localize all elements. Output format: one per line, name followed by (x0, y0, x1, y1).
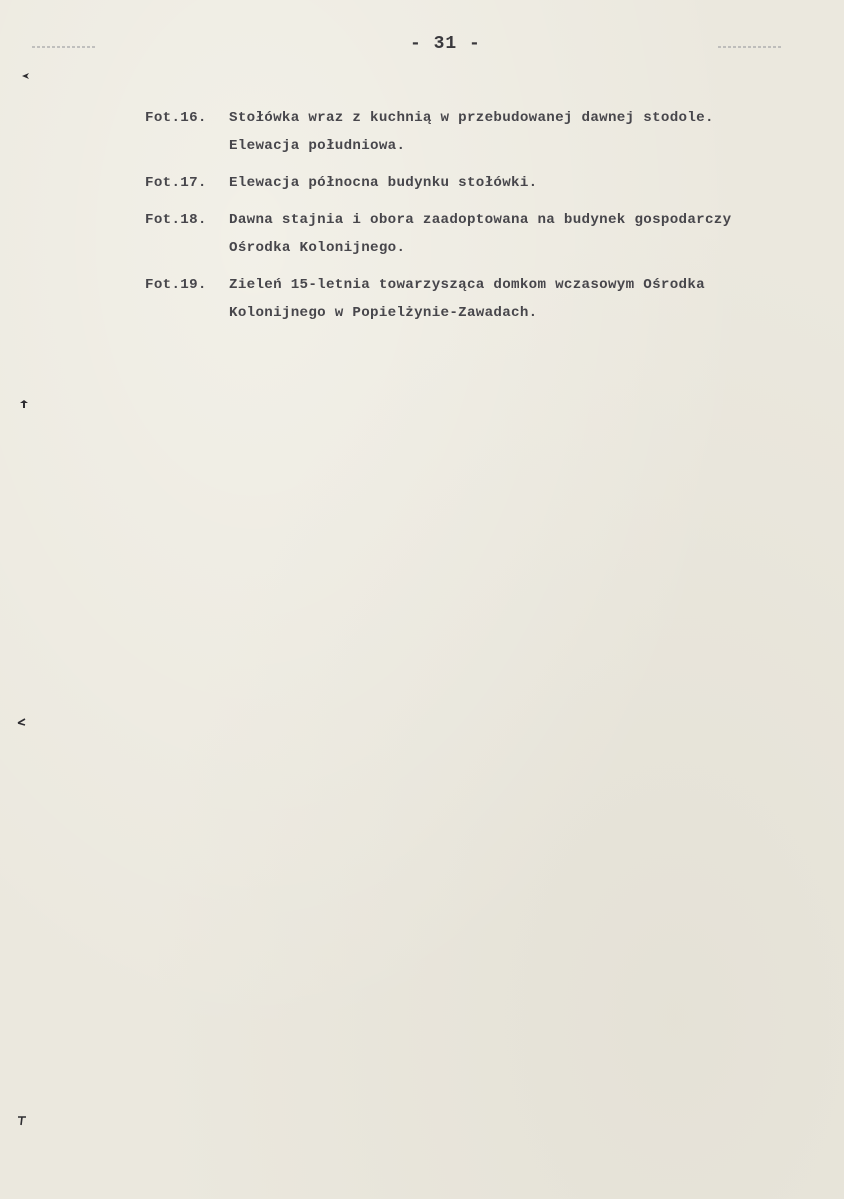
photo-caption-label: Fot.18. (145, 212, 207, 228)
photo-caption-text: Elewacja południowa. (229, 138, 406, 154)
photo-caption-label: Fot.16. (145, 110, 207, 126)
arrow-left-mark-icon (20, 70, 32, 82)
header-rule-right (718, 46, 782, 48)
photo-caption-label: Fot.17. (145, 175, 207, 191)
photo-caption-text: Elewacja północna budynku stołówki. (229, 175, 538, 191)
photo-caption (145, 104, 835, 160)
photo-caption (145, 206, 835, 262)
photo-caption-text: Ośrodka Kolonijnego. (229, 240, 406, 256)
page-number: - 31 - (410, 34, 481, 54)
photo-caption-list (145, 104, 835, 336)
photo-caption-text: Stołówka wraz z kuchnią w przebudowanej dawnej stodole. (229, 110, 714, 126)
photo-caption (145, 271, 835, 327)
arrow-left-mark-icon (16, 1114, 28, 1126)
photo-caption-label: Fot.19. (145, 277, 207, 293)
header-rule-left (32, 46, 96, 48)
photo-caption-text: Zieleń 15-letnia towarzysząca domkom wczasowym Ośrodka (229, 277, 705, 293)
photo-caption-text: Dawna stajnia i obora zaadoptowana na budynek gospodarczy (229, 212, 732, 228)
photo-caption (145, 169, 835, 197)
photo-caption-text: Kolonijnego w Popielżynie-Zawadach. (229, 305, 538, 321)
arrow-left-mark-icon (16, 716, 28, 728)
arrow-left-mark-icon (18, 398, 30, 410)
